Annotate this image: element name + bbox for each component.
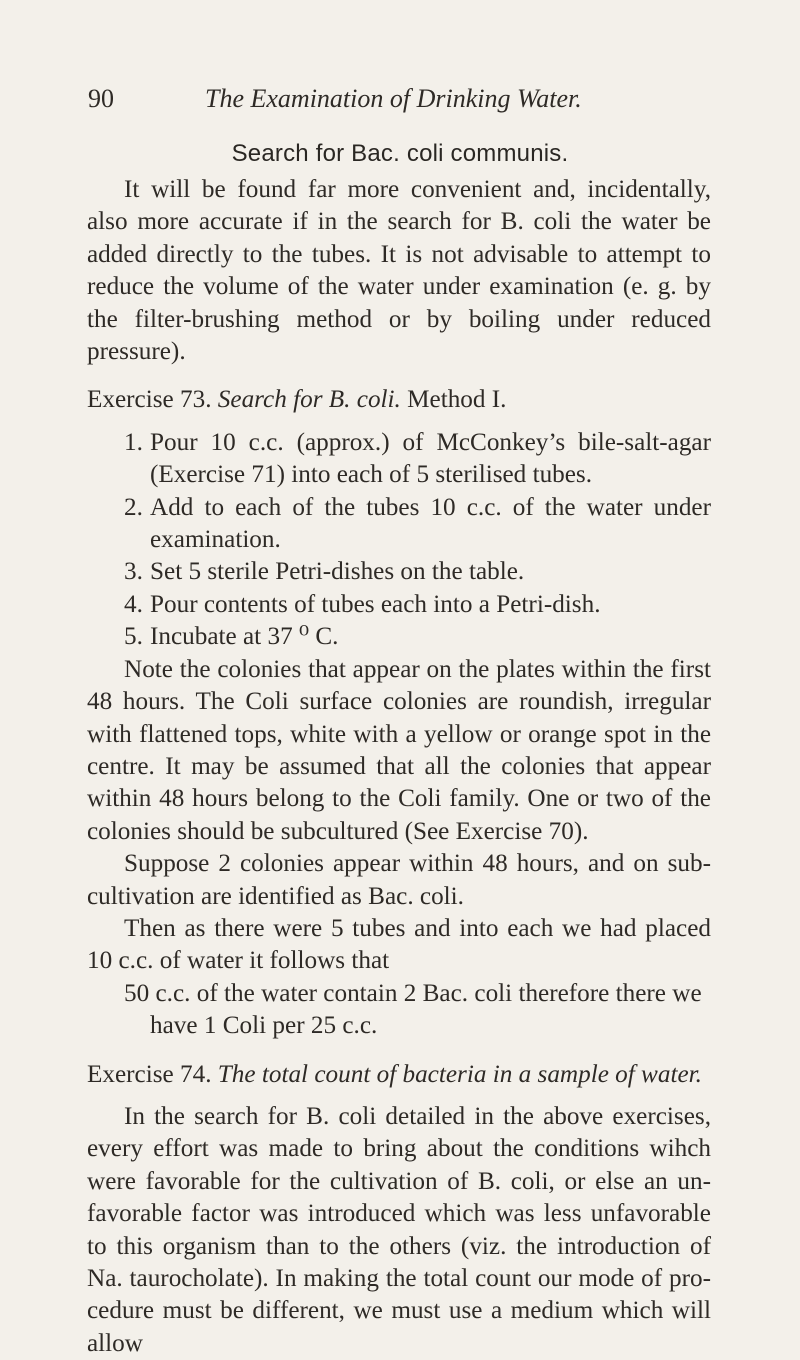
list-item	[87, 492, 711, 557]
intro-paragraph: It will be found far more convenient and, incidentally, also more accurate if in the search for B. coli the water be added directly to the tubes. It is not advisable to attempt to reduce the volume of the water under examination (e. g. by the filter-brushing method or by boiling under reduced pressure).	[87, 176, 711, 366]
then-paragraph: Then as there were 5 tubes and into each we had placed 10 c.c. of water it follows that	[87, 914, 711, 975]
result-paragraph: 50 c.c. of the water contain 2 Bac. coli therefore there we have 1 Coli per 25 c.c.	[124, 979, 702, 1040]
exercise-74-title: The total count of bacteria in a sample of water.	[217, 1060, 702, 1088]
exercise-74-heading	[87, 1059, 711, 1091]
step-text: Set 5 sterile Petri-dishes on the table.	[150, 558, 525, 586]
step-text: Pour 10 c.c. (approx.) of McConkey’s bile-salt-agar (Exercise 71) into each of 5 sterilised tubes.	[150, 428, 711, 489]
step-number: 3.	[124, 558, 143, 586]
body-text	[87, 174, 711, 1360]
step-number: 1.	[124, 428, 143, 456]
step-number: 2.	[124, 493, 143, 521]
note-paragraph: Note the colonies that appear on the plates within the first 48 hours. The Coli surface colonies are roundish, irregular with flattened tops, white with a yellow or orange spot in the centre. It may be assumed that all the colonies that appear within 48 hours belong to the Coli family. One or two of the colonies should be subcultured (See Exercise 70).	[87, 655, 711, 845]
running-title: The Examination of Drinking Water.	[205, 84, 582, 113]
step-number: 5.	[124, 623, 143, 651]
step-number: 4.	[124, 590, 143, 618]
step-text: Pour contents of tubes each into a Petri-dish.	[150, 590, 601, 618]
list-item	[87, 556, 711, 588]
step-text: Incubate at 37 ⁰ C.	[150, 623, 339, 651]
list-item	[87, 621, 711, 653]
exercise-73-steps	[87, 427, 711, 654]
section-heading: Search for Bac. coli communis.	[231, 140, 569, 167]
list-item	[87, 427, 711, 492]
exercise-73-method: Method I.	[407, 386, 507, 414]
exercise-73-label: Exercise 73.	[87, 386, 212, 414]
exercise-74-paragraph: In the search for B. coli detailed in the above exercises, every effort was made to bring about the conditions wihch were favorable for the cultivation of B. coli, or else an un-favorable factor was introduced which was less unfavorable to this organism than to the others (viz. the introduction of Na. taurocholate). In making the total count our mode of pro-cedure must be different, we must use a medium which will allow	[87, 1102, 711, 1357]
suppose-paragraph: Suppose 2 colonies appear within 48 hours, and on sub-cultivation are identified as Bac. coli.	[87, 850, 711, 910]
step-text: Add to each of the tubes 10 c.c. of the water under examination.	[150, 493, 711, 554]
list-item	[87, 589, 711, 621]
exercise-73-heading	[87, 384, 711, 416]
exercise-74-label: Exercise 74.	[87, 1060, 212, 1088]
exercise-73-title: Search for B. coli.	[217, 386, 401, 414]
page-number: 90	[88, 84, 114, 113]
